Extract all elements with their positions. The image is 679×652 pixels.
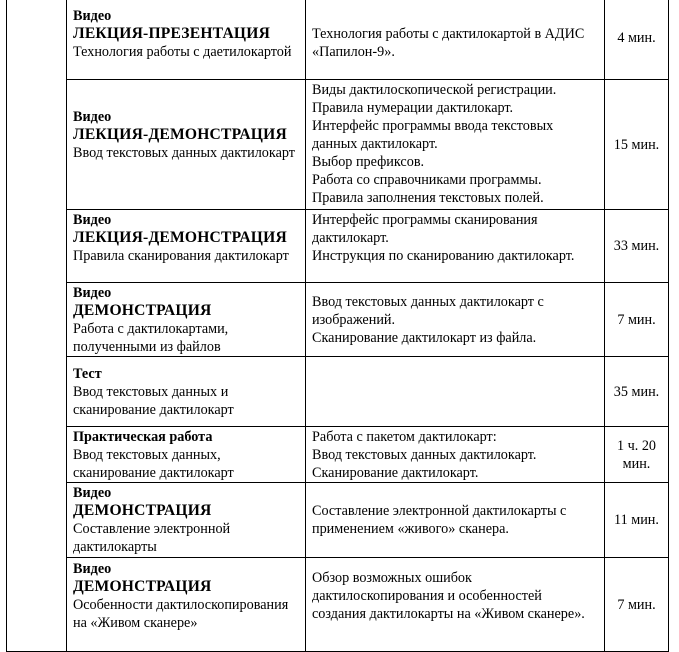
content-cell [306, 0, 605, 80]
content-cell [306, 558, 605, 652]
content-line: Составление электронной дактилокарты с применением «живого» сканера. [312, 503, 567, 537]
content-line: Интерфейс программы ввода текстовых данных дактилокарт. [312, 118, 554, 152]
lesson-topic: Ввод текстовых данных дактилокарт [73, 145, 295, 161]
section-cell [7, 0, 67, 652]
lesson-format: ДЕМОНСТРАЦИЯ [73, 502, 212, 519]
duration-cell: 1 ч. 20 мин. [605, 427, 669, 483]
lesson-cell [67, 558, 306, 652]
table-row [7, 558, 669, 652]
content-cell [306, 210, 605, 283]
lesson-topic: Ввод текстовых данных и сканирование дактилокарт [73, 384, 234, 418]
duration-cell: 7 мин. [605, 558, 669, 652]
lesson-type: Тест [73, 366, 102, 382]
lesson-cell [67, 283, 306, 357]
content-cell [306, 483, 605, 558]
lesson-type: Видео [73, 8, 112, 24]
lesson-cell [67, 483, 306, 558]
content-line: Работа со справочниками программы. [312, 172, 542, 188]
content-cell [306, 427, 605, 483]
lesson-format: ЛЕКЦИЯ-ДЕМОНСТРАЦИЯ [73, 126, 287, 143]
lesson-cell [67, 427, 306, 483]
content-line: Правила нумерации дактилокарт. [312, 100, 514, 116]
content-line: Сканирование дактилокарт из файла. [312, 330, 537, 346]
lesson-topic: Составление электронной дактилокарты [73, 521, 231, 555]
lesson-cell [67, 357, 306, 427]
lesson-cell [67, 80, 306, 210]
lesson-cell [67, 210, 306, 283]
table-row [7, 357, 669, 427]
table-row [7, 210, 669, 283]
content-cell [306, 80, 605, 210]
content-line: Технология работы с дактилокартой в АДИС «Папилон-9». [312, 26, 585, 60]
content-line: Виды дактилоскопической регистрации. [312, 82, 557, 98]
lesson-topic: Ввод текстовых данных, сканирование дактилокарт [73, 447, 234, 481]
lesson-topic: Технология работы с даетилокартой [73, 44, 292, 60]
content-cell [306, 283, 605, 357]
table-row [7, 427, 669, 483]
content-line: Инструкция по сканированию дактилокарт. [312, 248, 575, 264]
content-line: Работа с пакетом дактилокарт: [312, 429, 497, 445]
content-line: Ввод текстовых данных дактилокарт. [312, 447, 537, 463]
duration-cell: 15 мин. [605, 80, 669, 210]
content-line: Интерфейс программы сканирования дактилокарт. [312, 212, 538, 246]
table-row [7, 283, 669, 357]
content-line: Обзор возможных ошибок дактилоскопирования и особенностей создания дактилокарты на «Живом сканере». [312, 570, 585, 622]
table-row [7, 80, 669, 210]
lesson-type: Видео [73, 561, 112, 577]
lesson-topic: Особенности дактилоскопирования на «Живом сканере» [73, 597, 289, 631]
lesson-format: ДЕМОНСТРАЦИЯ [73, 302, 212, 319]
content-cell [306, 357, 605, 427]
table-row [7, 0, 669, 80]
content-line: Ввод текстовых данных дактилокарт с изображений. [312, 294, 544, 328]
lesson-format: ДЕМОНСТРАЦИЯ [73, 578, 212, 595]
duration-cell: 7 мин. [605, 283, 669, 357]
lesson-format: ЛЕКЦИЯ-ПРЕЗЕНТАЦИЯ [73, 25, 271, 42]
duration-cell: 4 мин. [605, 0, 669, 80]
duration-cell: 11 мин. [605, 483, 669, 558]
duration-cell: 35 мин. [605, 357, 669, 427]
table-row [7, 483, 669, 558]
lesson-topic: Правила сканирования дактилокарт [73, 248, 289, 264]
lesson-type: Видео [73, 285, 112, 301]
lesson-cell [67, 0, 306, 80]
duration-cell: 33 мин. [605, 210, 669, 283]
lesson-type: Видео [73, 485, 112, 501]
lesson-topic: Работа с дактилокартами, полученными из файлов [73, 321, 229, 355]
content-line: Выбор префиксов. [312, 154, 425, 170]
lesson-type: Видео [73, 212, 112, 228]
lesson-format: ЛЕКЦИЯ-ДЕМОНСТРАЦИЯ [73, 229, 287, 246]
content-line: Сканирование дактилокарт. [312, 465, 479, 481]
lesson-type: Практическая работа [73, 429, 213, 445]
content-line: Правила заполнения текстовых полей. [312, 190, 544, 206]
course-plan-table [6, 0, 669, 652]
lesson-type: Видео [73, 109, 112, 125]
